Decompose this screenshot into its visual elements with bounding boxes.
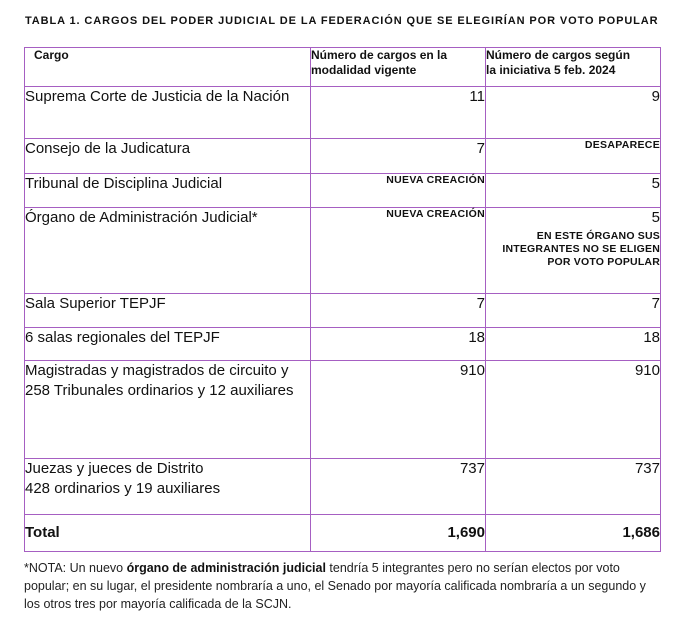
footnote-bold: órgano de administración judicial <box>126 561 326 575</box>
header-cargo-text: Cargo <box>34 48 69 62</box>
cell-cargo: Consejo de la Judicatura <box>25 139 311 174</box>
table-row <box>25 208 661 294</box>
cell-vigente <box>311 174 486 208</box>
cell-vigente: 7 <box>311 139 486 174</box>
header-vigente-line1: Número de cargos en la <box>311 48 448 62</box>
cell-iniciativa: 737 <box>486 459 661 515</box>
table-row <box>25 328 661 361</box>
cell-iniciativa: 5 <box>486 174 661 208</box>
cell-cargo <box>25 361 311 459</box>
cargo-line1: Juezas y jueces de Distrito <box>25 460 204 477</box>
header-vigente-line2: modalidad vigente <box>311 63 417 77</box>
table-row <box>25 174 661 208</box>
header-row <box>25 48 661 87</box>
cargo-line1: Magistradas y magistrados de circuito y <box>25 362 289 379</box>
header-iniciativa <box>486 48 661 87</box>
cell-vigente: 18 <box>311 328 486 361</box>
cell-vigente: 737 <box>311 459 486 515</box>
cargo-line2: 428 ordinarios y 19 auxiliares <box>25 480 221 497</box>
cargo-line2: 258 Tribunales ordinarios y 12 auxiliares <box>25 382 294 399</box>
table-row <box>25 294 661 328</box>
cargos-table <box>24 47 661 552</box>
cell-iniciativa <box>486 139 661 174</box>
desaparece-label: DESAPARECE <box>584 139 660 151</box>
total-vigente: 1,690 <box>311 515 486 552</box>
header-cargo <box>25 48 311 87</box>
table-row <box>25 87 661 139</box>
cell-vigente: 910 <box>311 361 486 459</box>
header-vigente <box>311 48 486 87</box>
cell-iniciativa: 18 <box>486 328 661 361</box>
iniciativa-note: EN ESTE ÓRGANO SUS INTEGRANTES NO SE ELIGEN POR VOTO POPULAR <box>502 230 660 268</box>
header-iniciativa-line1: Número de cargos según <box>486 48 631 62</box>
header-iniciativa-line2: la iniciativa 5 feb. 2024 <box>486 63 616 77</box>
cell-cargo <box>25 459 311 515</box>
footnote-prefix: *NOTA: Un nuevo <box>24 561 127 575</box>
cell-cargo: Órgano de Administración Judicial* <box>25 208 311 294</box>
footnote-suffix: tendría 5 integrantes pero no serían electos por voto popular; en su lugar, el presidente nombraría a uno, el Senado por mayoría calificada nombraría a un segundo y los otros tres por mayoría calificada de la SCJN. <box>24 561 646 611</box>
total-row <box>25 515 661 552</box>
cell-cargo: Suprema Corte de Justicia de la Nación <box>25 87 311 139</box>
cell-cargo: 6 salas regionales del TEPJF <box>25 328 311 361</box>
table-row <box>25 459 661 515</box>
table-row <box>25 139 661 174</box>
table-title: TABLA 1. CARGOS DEL PODER JUDICIAL DE LA FEDERACIÓN QUE SE ELEGIRÍAN POR VOTO POPULAR <box>25 15 659 27</box>
cell-iniciativa: 7 <box>486 294 661 328</box>
cell-iniciativa: 9 <box>486 87 661 139</box>
cell-vigente: 11 <box>311 87 486 139</box>
total-iniciativa: 1,686 <box>486 515 661 552</box>
cell-cargo: Sala Superior TEPJF <box>25 294 311 328</box>
nueva-creacion-label: NUEVA CREACIÓN <box>386 208 485 220</box>
cell-vigente: 7 <box>311 294 486 328</box>
cell-iniciativa <box>486 208 661 294</box>
nueva-creacion-label: NUEVA CREACIÓN <box>386 174 485 186</box>
cell-iniciativa: 910 <box>486 361 661 459</box>
footnote <box>24 559 664 613</box>
table-row <box>25 361 661 459</box>
total-label: Total <box>25 515 311 552</box>
cell-cargo: Tribunal de Disciplina Judicial <box>25 174 311 208</box>
cell-vigente <box>311 208 486 294</box>
iniciativa-value: 5 <box>651 209 660 226</box>
